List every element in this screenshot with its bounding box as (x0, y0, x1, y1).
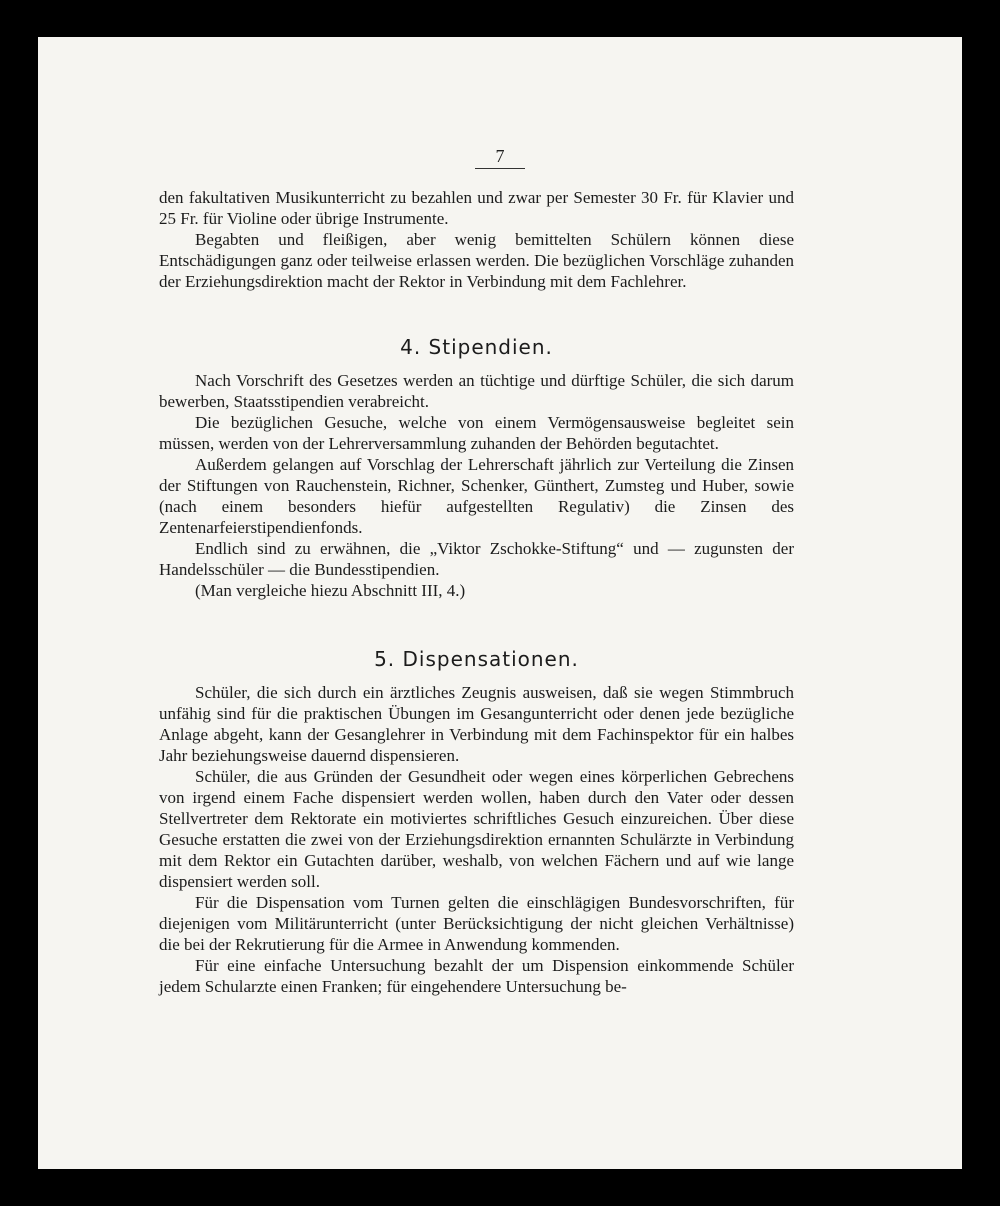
section-4-paragraph-4: Endlich sind zu erwähnen, die „Viktor Zschokke-Stiftung“ und — zugunsten der Handelsschüler — die Bundesstipendien. (159, 539, 794, 579)
intro-paragraph-1: den fakultativen Musikunterricht zu bezahlen und zwar per Semester 30 Fr. für Klavier und 25 Fr. für Violine oder übrige Instrumente. (159, 188, 794, 228)
section-5-heading: 5. Dispensationen. (374, 647, 579, 671)
section-4-paragraph-5: (Man vergleiche hiezu Abschnitt III, 4.) (195, 581, 466, 600)
page-number: 7 (495, 146, 505, 166)
section-5-paragraph-3: Für die Dispensation vom Turnen gelten die einschlägigen Bundesvorschriften, für diejenigen vom Militärunterricht (unter Berücksichtigung der nicht gleichen Verhältnisse) die bei der Rekrutierung für die Armee in Anwendung kommenden. (159, 893, 794, 954)
section-5-body (159, 682, 794, 997)
section-4-heading: 4. Stipendien. (400, 335, 553, 359)
section-5-paragraph-2: Schüler, die aus Gründen der Gesundheit oder wegen eines körperlichen Gebrechens von irgend einem Fache dispensiert werden wollen, haben durch den Vater oder dessen Stellvertreter dem Rektorate ein motiviertes schriftliches Gesuch einzureichen. Über diese Gesuche erstatten die zwei von der Erziehungsdirektion ernannten Schulärzte in Verbindung mit dem Rektor ein Gutachten darüber, weshalb, von welchen Fächern und auf wie lange dispensiert werden soll. (159, 767, 794, 891)
intro-block (159, 187, 794, 292)
section-5-paragraph-4: Für eine einfache Untersuchung bezahlt der um Dispension einkommende Schüler jedem Schularzte einen Franken; für eingehendere Untersuchung be- (159, 956, 794, 996)
page-number-rule (475, 168, 525, 169)
intro-paragraph-2: Begabten und fleißigen, aber wenig bemittelten Schülern können diese Entschädigungen ganz oder teilweise erlassen werden. Die bezüglichen Vorschläge zuhanden der Erziehungsdirektion macht der Rektor in Verbindung mit dem Fachlehrer. (159, 230, 794, 291)
section-5-paragraph-1: Schüler, die sich durch ein ärztliches Zeugnis ausweisen, daß sie wegen Stimmbruch unfähig sind für die praktischen Übungen im Gesangunterricht oder denen jede bezügliche Anlage abgeht, kann der Gesanglehrer in Verbindung mit dem Fachinspektor für ein halbes Jahr beziehungsweise dauernd dispensieren. (159, 683, 794, 765)
scanned-page (38, 37, 962, 1169)
section-4-paragraph-2: Die bezüglichen Gesuche, welche von einem Vermögensausweise begleitet sein müssen, werden von der Lehrerversammlung zuhanden der Behörden begutachtet. (159, 413, 794, 453)
section-4-body (159, 370, 794, 601)
section-4-paragraph-3: Außerdem gelangen auf Vorschlag der Lehrerschaft jährlich zur Verteilung die Zinsen der Stiftungen von Rauchenstein, Richner, Schenker, Günthert, Zumsteg und Huber, sowie (nach einem besonders hiefür aufgestellten Regulativ) die Zinsen des Zentenarfeierstipendienfonds. (159, 455, 794, 537)
section-4-paragraph-1: Nach Vorschrift des Gesetzes werden an tüchtige und dürftige Schüler, die sich darum bewerben, Staatsstipendien verabreicht. (159, 371, 794, 411)
